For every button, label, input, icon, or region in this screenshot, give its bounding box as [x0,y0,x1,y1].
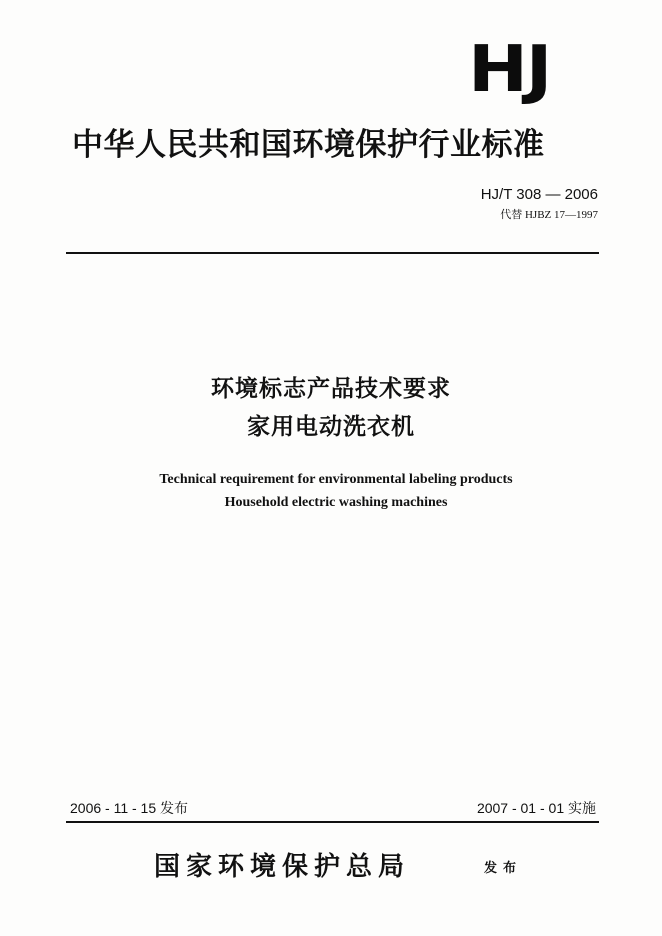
bottom-divider [66,821,599,823]
effective-date: 2007 - 01 - 01 实施 [476,800,596,816]
english-title-line-2: Household electric washing machines [224,495,448,510]
chinese-title-line-2: 家用电动洗衣机 [247,414,415,440]
issue-date: 2006 - 11 - 15 发布 [70,800,189,816]
standard-category-title: 中华人民共和国环境保护行业标准 [72,127,545,163]
issuing-authority: 国家环境保护总局 [154,852,411,882]
top-divider [66,252,599,254]
english-title-line-1: Technical requirement for environmental labeling products [159,472,513,487]
chinese-title-line-1: 环境标志产品技术要求 [211,376,451,402]
issued-label: 发布 [484,861,523,876]
replaces-standard: 代替 HJBZ 17—1997 [500,209,598,221]
standard-number: HJ/T 308 — 2006 [480,186,598,203]
hj-logo: HJ [468,33,551,107]
